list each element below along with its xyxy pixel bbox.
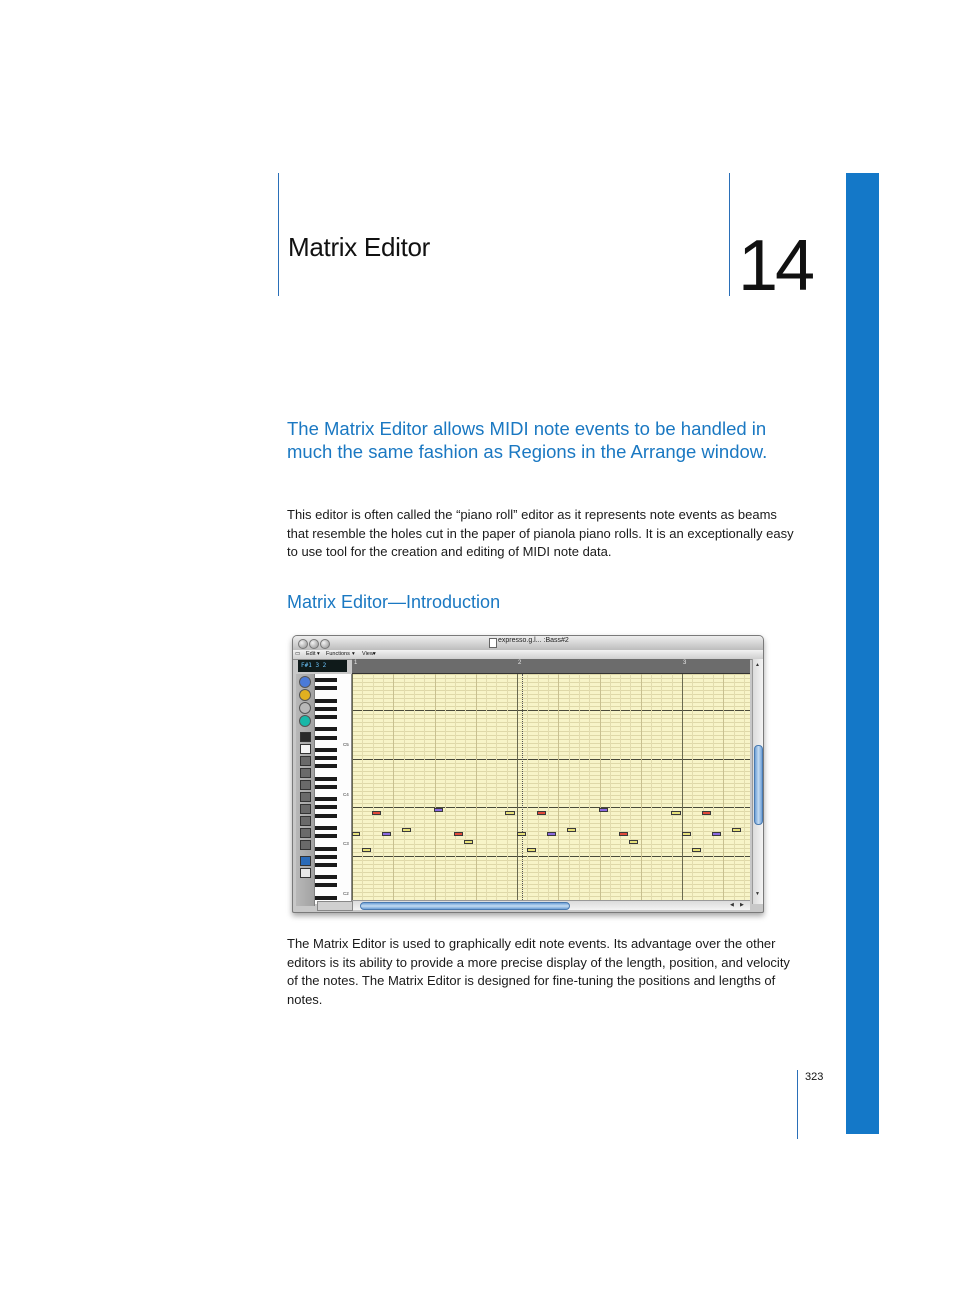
bar-ruler[interactable] [352,659,750,674]
body-paragraph: The Matrix Editor is used to graphically edit note events. Its advantage over the other editors is its ability to provide a more precise display of the length, position, and velocity of the notes. The Matrix Editor is designed for fine-tuning the positions and lengths of notes. [287,936,790,1007]
grid-column-line [445,674,446,900]
grid-row-line [352,791,750,792]
black-key[interactable] [315,686,337,690]
grid-row-line [352,690,750,691]
menu-functions[interactable]: Functions [326,651,350,657]
grid-column-line [589,674,590,900]
grid-row-line [352,759,750,760]
note-event[interactable] [547,832,556,836]
grid-row-line [352,751,750,752]
grid-column-line [641,674,642,900]
grid-column-line [414,674,415,900]
grid-column-line [610,674,611,900]
vertical-scrollbar[interactable] [752,659,763,904]
grid-row-line [352,819,750,820]
window-titlebar [293,636,763,651]
grid-column-line [744,674,745,900]
grid-row-line [352,803,750,804]
note-event[interactable] [619,832,628,836]
section-heading: Matrix Editor—Introduction [287,592,501,612]
grid-row-line [352,775,750,776]
grid-column-line [517,674,518,900]
black-key[interactable] [315,756,337,760]
black-key[interactable] [315,847,337,851]
grid-column-line [569,674,570,900]
grid-column-line [455,674,456,900]
grid-row-line [352,718,750,719]
note-event[interactable] [505,811,515,815]
velocity-tool-icon[interactable] [300,816,311,826]
grid-row-line [352,868,750,869]
black-key[interactable] [315,736,337,740]
grid-column-line [393,674,394,900]
grid-column-line [600,674,601,900]
scroll-left-icon[interactable]: ◀ [730,902,734,908]
grid-row-line [352,795,750,796]
scroll-up-icon[interactable]: ▲ [755,662,760,668]
black-key[interactable] [315,797,337,801]
scroll-down-icon[interactable]: ▼ [755,891,760,897]
grid-column-line [476,674,477,900]
grid-row-line [352,844,750,845]
grid-row-line [352,783,750,784]
pencil-tool-icon[interactable] [300,744,311,754]
menu-view[interactable]: View [362,651,374,657]
note-event[interactable] [517,832,526,836]
key-label-c3: C3 [343,841,349,846]
note-event[interactable] [434,808,443,812]
chapter-title-rule [278,173,279,296]
black-key[interactable] [315,764,337,768]
grid-row-line [352,686,750,687]
grid-row-line [352,892,750,893]
grid-column-line [404,674,405,900]
grid-row-line [352,702,750,703]
grid-column-line [692,674,693,900]
grid-row-line [352,864,750,865]
grid-row-line [352,823,750,824]
black-key[interactable] [315,785,337,789]
grid-column-line [661,674,662,900]
grid-column-line [651,674,652,900]
note-event[interactable] [682,832,691,836]
grid-row-line [352,811,750,812]
grid-row-line [352,726,750,727]
lead-paragraph: The Matrix Editor allows MIDI note events to be handled in much the same fashion as Regions in the Arrange window. [287,418,768,462]
eraser-tool-icon[interactable] [300,756,311,766]
grid-row-line [352,839,750,840]
grid-column-line [620,674,621,900]
grid-column-line [527,674,528,900]
glue-tool-icon[interactable] [300,792,311,802]
note-event[interactable] [537,811,546,815]
black-key[interactable] [315,896,337,900]
close-window-icon[interactable] [298,639,308,649]
grid-row-line [352,694,750,695]
bar-marker-3: 3 [683,660,687,666]
black-key[interactable] [315,814,337,818]
intro-paragraph: This editor is often called the “piano roll” editor as it represents note events as beams that resemble the holes cut in the paper of pianola piano rolls. It is an exceptionally easy to use tool for the creation and editing of MIDI note data. [287,507,794,560]
bar-marker-2: 2 [518,660,522,666]
grid-row-line [352,884,750,885]
toolbox [296,674,315,906]
grid-row-line [352,807,750,808]
link-icon[interactable]: ▭ [295,651,301,657]
zoom-tool-icon[interactable] [300,840,311,850]
finger-tool-icon[interactable] [300,768,311,778]
grid-row-line [352,743,750,744]
grid-column-line [424,674,425,900]
key-label-c2: C2 [343,891,349,896]
key-label-c4: C4 [343,792,349,797]
black-key[interactable] [315,883,337,887]
black-key[interactable] [315,748,337,752]
grid-row-line [352,682,750,683]
window-title: expresso.g.l... :Bass#2 [498,637,569,644]
grid-column-line [734,674,735,900]
note-event[interactable] [402,828,411,832]
note-event[interactable] [382,832,391,836]
grid-row-line [352,710,750,711]
chevron-down-icon: ▾ [373,651,376,657]
grid-row-line [352,827,750,828]
quantize-tool-icon[interactable] [300,804,311,814]
grid-row-line [352,872,750,873]
black-key[interactable] [315,727,337,731]
grid-column-line [703,674,704,900]
note-event[interactable] [567,828,576,832]
grid-row-line [352,771,750,772]
chapter-number: 14 [738,226,813,306]
grid-row-line [352,714,750,715]
grid-row-line [352,678,750,679]
grid-column-line [538,674,539,900]
black-key[interactable] [315,863,337,867]
document-icon [489,638,497,648]
black-key[interactable] [315,826,337,830]
grid-row-line [352,763,750,764]
note-event[interactable] [464,840,473,844]
catch-icon[interactable] [299,676,311,688]
note-event[interactable] [692,848,701,852]
grid-row-line [352,739,750,740]
midi-out-icon[interactable] [299,702,311,714]
minimize-window-icon[interactable] [309,639,319,649]
grid-row-line [352,815,750,816]
midi-in-icon[interactable] [299,715,311,727]
quantize-value-icon[interactable] [300,856,311,866]
grid-column-line [713,674,714,900]
grid-row-line [352,856,750,857]
grid-row-line [352,674,750,675]
note-event[interactable] [599,808,608,812]
horizontal-scrollbar[interactable] [352,900,750,910]
grid-column-line [682,674,683,900]
grid-column-line [507,674,508,900]
key-label-c5: C5 [343,742,349,747]
grid-column-line [672,674,673,900]
black-key[interactable] [315,834,337,838]
grid-column-line [383,674,384,900]
grid-row-line [352,799,750,800]
grid-row-line [352,880,750,881]
note-event[interactable] [732,828,741,832]
link-mode-icon[interactable] [299,689,311,701]
grid-row-line [352,747,750,748]
grid-row-line [352,860,750,861]
grid-column-line [435,674,436,900]
note-event[interactable] [702,811,711,815]
grid-row-line [352,787,750,788]
black-key[interactable] [315,855,337,859]
piano-keyboard[interactable] [315,674,352,904]
scissors-tool-icon[interactable] [300,780,311,790]
page-number: 323 [805,1071,824,1083]
black-key[interactable] [315,707,337,711]
position-display: F#1 3 2 [298,660,347,672]
grid-column-line [352,674,353,900]
note-event[interactable] [362,848,371,852]
menu-edit[interactable]: Edit [306,651,316,657]
zoom-controls[interactable] [317,901,353,911]
grid-row-line [352,698,750,699]
grid-row-line [352,735,750,736]
grid-row-line [352,876,750,877]
solo-tool-icon[interactable] [300,828,311,838]
grid-column-line [558,674,559,900]
black-key[interactable] [315,777,337,781]
grid-row-line [352,852,750,853]
black-key[interactable] [315,875,337,879]
note-grid[interactable] [352,674,750,900]
note-event[interactable] [454,832,463,836]
grid-row-line [352,706,750,707]
note-event[interactable] [352,832,360,836]
scroll-right-icon[interactable]: ▶ [740,902,744,908]
grid-column-line [548,674,549,900]
bar-marker-1: 1 [354,660,358,666]
grid-row-line [352,731,750,732]
grid-column-line [723,674,724,900]
black-key[interactable] [315,805,337,809]
grid-column-line [362,674,363,900]
playhead[interactable] [522,674,524,900]
grid-column-line [496,674,497,900]
grid-column-line [486,674,487,900]
grid-row-line [352,896,750,897]
horizontal-scroll-thumb[interactable] [360,902,570,910]
mode-icon[interactable] [300,868,311,878]
vertical-scroll-thumb[interactable] [754,745,763,825]
page-number-rule [797,1070,798,1139]
note-event[interactable] [712,832,721,836]
matrix-editor-screenshot [292,635,764,913]
zoom-window-icon[interactable] [320,639,330,649]
black-key[interactable] [315,699,337,703]
grid-row-line [352,755,750,756]
chevron-down-icon: ▾ [352,651,355,657]
grid-column-line [579,674,580,900]
chevron-down-icon: ▾ [317,651,320,657]
chapter-number-rule [729,173,730,296]
grid-row-line [352,767,750,768]
grid-column-line [373,674,374,900]
note-event[interactable] [372,811,381,815]
note-event[interactable] [671,811,681,815]
grid-row-line [352,779,750,780]
black-key[interactable] [315,678,337,682]
grid-column-line [630,674,631,900]
grid-row-line [352,848,750,849]
pointer-tool-icon[interactable] [300,732,311,742]
chapter-title: Matrix Editor [288,232,431,262]
grid-column-line [465,674,466,900]
chapter-tab [846,173,879,1134]
note-event[interactable] [527,848,536,852]
note-event[interactable] [629,840,638,844]
black-key[interactable] [315,715,337,719]
grid-row-line [352,888,750,889]
grid-row-line [352,722,750,723]
